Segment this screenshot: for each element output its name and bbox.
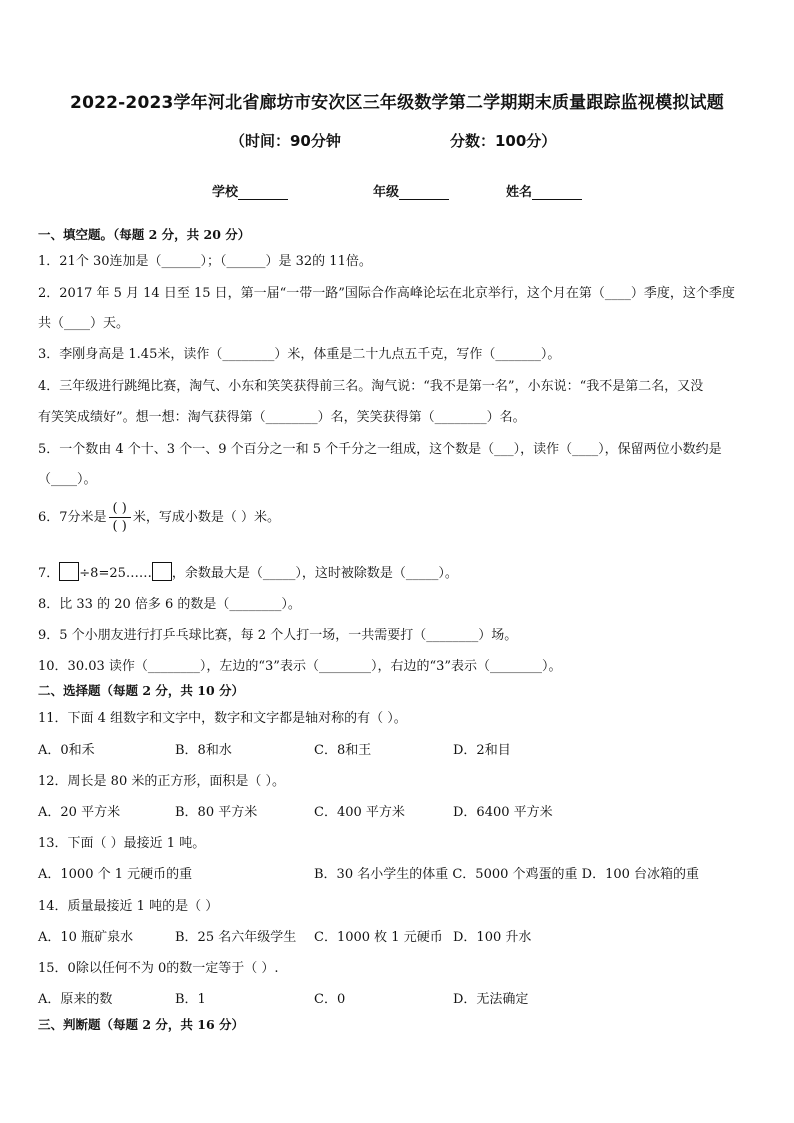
question-13: 13．下面（ ）最接近 1 吨。 [38, 836, 206, 851]
question-1: 1．21个 30连加是（______）；（______）是 32的 11倍。 [38, 254, 372, 269]
question-10: 10．30.03 读作（________），左边的“3”表示（________），右边的“3”表示（________）。 [38, 659, 562, 674]
dividend-box[interactable] [59, 562, 79, 581]
page-title: 2022-2023学年河北省廊坊市安次区三年级数学第二学期期末质量跟踪监视模拟试题 [70, 93, 724, 113]
q14-option-d[interactable]: D．100 升水 [453, 930, 532, 945]
name-label: 姓名 [506, 185, 533, 200]
name-field[interactable] [506, 181, 582, 200]
grade-blank[interactable] [399, 185, 449, 200]
q11-option-a[interactable]: A．0和禾 [38, 743, 95, 758]
q14-option-a[interactable]: A．10 瓶矿泉水 [38, 930, 134, 945]
question-2-line2: 共（____）天。 [38, 316, 130, 331]
question-6-suffix: 米，写成小数是（ ）米。 [132, 510, 280, 525]
question-6-prefix: 6．7分米是 [38, 510, 107, 525]
name-blank[interactable] [532, 185, 582, 200]
question-8: 8．比 33 的 20 倍多 6 的数是（________）。 [38, 597, 301, 612]
remainder-box[interactable] [152, 562, 172, 581]
grade-label: 年级 [373, 185, 400, 200]
question-9: 9．5 个小朋友进行打乒乓球比赛，每 2 个人打一场，一共需要打（________）场。 [38, 628, 518, 643]
section2-heading: 二、选择题（每题 2 分，共 10 分） [38, 683, 245, 698]
question-4-line1: 4．三年级进行跳绳比赛，淘气、小东和笑笑获得前三名。淘气说：“我不是第一名”，小东说：“我不是第二名，又没 [38, 379, 704, 394]
question-15: 15．0除以任何不为 0的数一定等于（ ）. [38, 961, 279, 976]
fraction-blank[interactable] [109, 500, 131, 535]
question-12: 12．周长是 80 米的正方形，面积是（ ）。 [38, 774, 285, 789]
question-11: 11．下面 4 组数字和文字中，数字和文字都是轴对称的有（ ）。 [38, 711, 407, 726]
question-5-line1: 5．一个数由 4 个十、3 个一、9 个百分之一和 5 个千分之一组成，这个数是（___），读作（____），保留两位小数约是 [38, 442, 722, 457]
grade-field[interactable] [373, 181, 449, 200]
q12-option-d[interactable]: D．6400 平方米 [453, 805, 553, 820]
fraction-numerator: ( ) [109, 500, 131, 518]
q14-option-b[interactable]: B．25 名六年级学生 [175, 930, 297, 945]
question-7-suffix: ，余数最大是（_____），这时被除数是（_____）。 [171, 566, 458, 581]
q15-option-d[interactable]: D．无法确定 [453, 992, 529, 1007]
school-field[interactable] [212, 181, 288, 200]
q15-option-b[interactable]: B．1 [175, 992, 206, 1007]
exam-time: （时间：90分钟 [230, 132, 341, 150]
question-7-prefix: 7． [38, 566, 60, 581]
section3-heading: 三、判断题（每题 2 分，共 16 分） [38, 1017, 245, 1032]
question-7-mid: ÷8=25…… [79, 566, 152, 581]
question-2-line1: 2．2017 年 5 月 14 日至 15 日，第一届“一带一路”国际合作高峰论坛在北京举行，这个月在第（____）季度，这个季度 [38, 286, 735, 301]
school-blank[interactable] [238, 185, 288, 200]
q11-option-b[interactable]: B．8和水 [175, 743, 232, 758]
q15-option-c[interactable]: C．0 [314, 992, 346, 1007]
q14-option-c[interactable]: C．1000 枚 1 元硬币 [314, 930, 443, 945]
exam-score: 分数：100分） [450, 132, 557, 150]
question-6 [38, 500, 280, 535]
question-3: 3．李刚身高是 1.45米，读作（________）米，体重是二十九点五千克，写作（_______）。 [38, 347, 561, 362]
question-5-line2: （____）。 [38, 472, 97, 487]
q13-options-bcd[interactable]: B．30 名小学生的体重 C．5000 个鸡蛋的重 D．100 台冰箱的重 [314, 867, 700, 882]
section1-heading: 一、填空题。（每题 2 分，共 20 分） [38, 227, 251, 242]
q13-option-a[interactable]: A．1000 个 1 元硬币的重 [38, 867, 193, 882]
question-7 [38, 562, 458, 581]
q11-option-d[interactable]: D．2和目 [453, 743, 511, 758]
q11-option-c[interactable]: C．8和王 [314, 743, 372, 758]
q12-option-c[interactable]: C．400 平方米 [314, 805, 405, 820]
q12-option-a[interactable]: A．20 平方米 [38, 805, 121, 820]
q15-option-a[interactable]: A．原来的数 [38, 992, 113, 1007]
fraction-denominator: ( ) [112, 519, 127, 534]
question-14: 14．质量最接近 1 吨的是（ ） [38, 899, 219, 914]
question-4-line2: 有笑笑成绩好”。想一想：淘气获得第（________）名，笑笑获得第（________）名。 [38, 410, 526, 425]
school-label: 学校 [212, 185, 239, 200]
q12-option-b[interactable]: B．80 平方米 [175, 805, 258, 820]
